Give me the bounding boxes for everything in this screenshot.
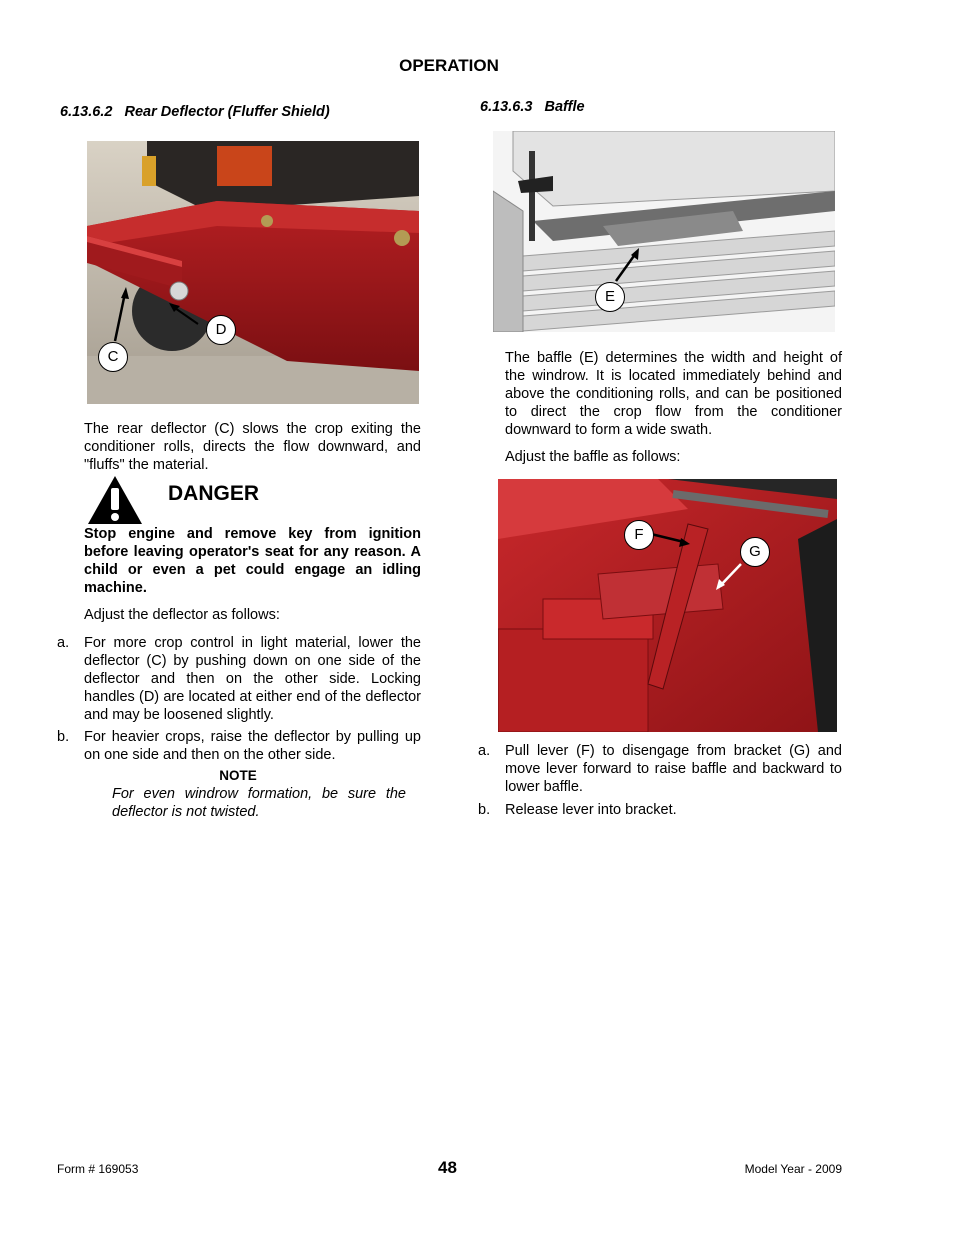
warning-triangle-icon bbox=[87, 475, 143, 525]
right-section-heading bbox=[480, 99, 585, 115]
baffle-photo bbox=[493, 131, 835, 332]
danger-text: Stop engine and remove key from ignition before leaving operator's seat for any reason. A child or even a pet could engage an idling machine. bbox=[84, 526, 421, 596]
step-text: Release lever into bracket. bbox=[505, 802, 677, 818]
left-section-heading bbox=[60, 104, 330, 120]
deflector-step-a bbox=[57, 634, 421, 724]
baffle-lever-photo bbox=[498, 479, 837, 732]
step-marker: a. bbox=[478, 743, 491, 759]
step-text: For more crop control in light material, lower the deflector (C) by pushing down on one side of the deflector and then on the other side. Locking handles (D) are located at either end of the deflector and may be loosened slightly. bbox=[84, 635, 421, 723]
left-section-number: 6.13.6.2 bbox=[60, 104, 113, 120]
footer-model-year: Model Year - 2009 bbox=[744, 1162, 842, 1176]
baffle-illustration bbox=[493, 131, 835, 332]
callout-e: E bbox=[595, 282, 625, 312]
step-marker: b. bbox=[57, 729, 70, 745]
right-section-number: 6.13.6.3 bbox=[480, 99, 533, 115]
danger-title: DANGER bbox=[168, 482, 260, 505]
callout-f: F bbox=[624, 520, 654, 550]
baffle-lever-illustration bbox=[498, 479, 837, 732]
step-marker: b. bbox=[478, 802, 491, 818]
baffle-step-b bbox=[478, 801, 842, 821]
baffle-adjust-text: Adjust the baffle as follows: bbox=[505, 449, 681, 465]
page-header: OPERATION bbox=[399, 56, 499, 75]
rear-deflector-photo bbox=[87, 141, 419, 404]
deflector-intro: The rear deflector (C) slows the crop exiting the conditioner rolls, directs the flow downward, and "fluffs" the material. bbox=[84, 421, 421, 473]
step-marker: a. bbox=[57, 635, 70, 651]
callout-g: G bbox=[740, 537, 770, 567]
footer-form-number: Form # 169053 bbox=[57, 1162, 139, 1176]
deflector-step-b bbox=[57, 728, 421, 768]
baffle-intro: The baffle (E) determines the width and height of the windrow. It is located immediately behind and above the conditioning rolls, and can be positioned to direct the crop flow from the conditioner downward to form a wide swath. bbox=[505, 350, 842, 438]
step-text: Pull lever (F) to disengage from bracket (G) and move lever forward to raise baffle and backward to lower baffle. bbox=[505, 743, 842, 795]
note-text: For even windrow formation, be sure the deflector is not twisted. bbox=[112, 786, 406, 820]
note-title: NOTE bbox=[219, 768, 257, 783]
baffle-step-a bbox=[478, 742, 842, 796]
rear-deflector-illustration bbox=[87, 141, 419, 404]
page-number: 48 bbox=[438, 1158, 457, 1177]
callout-c: C bbox=[98, 342, 128, 372]
right-section-title: Baffle bbox=[544, 99, 585, 115]
deflector-adjust-text: Adjust the deflector as follows: bbox=[84, 607, 280, 623]
step-text: For heavier crops, raise the deflector by pulling up on one side and then on the other side. bbox=[84, 729, 421, 763]
left-section-title: Rear Deflector (Fluffer Shield) bbox=[124, 104, 330, 120]
callout-d: D bbox=[206, 315, 236, 345]
